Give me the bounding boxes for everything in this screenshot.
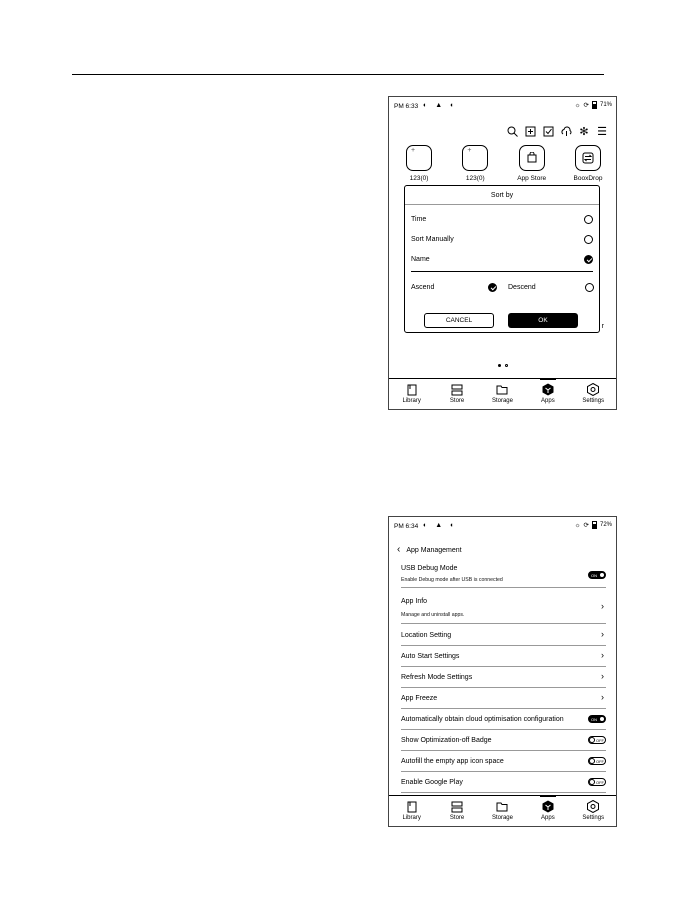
setting-subtitle: Enable Debug mode after USB is connected (401, 577, 503, 583)
nav-storage[interactable] (482, 379, 522, 409)
nav-label: Apps (541, 815, 555, 821)
chevron-right-icon: › (601, 692, 604, 702)
cancel-button[interactable]: CANCEL (424, 313, 494, 328)
bottom-nav (389, 795, 616, 826)
sort-option-manual[interactable] (411, 233, 593, 245)
option-label: Ascend (411, 283, 435, 291)
storage-icon (496, 800, 509, 813)
brightness-icon: ☼ (574, 101, 581, 109)
dialog-title: Sort by (490, 192, 514, 199)
warning-icon: ▲ (435, 522, 443, 529)
battery-level: 72% (599, 522, 612, 528)
setting-cloud-optimisation[interactable] (401, 709, 606, 730)
setting-autofill-icon-space[interactable] (401, 751, 606, 772)
bottom-nav (389, 378, 616, 409)
nav-settings[interactable] (573, 379, 613, 409)
nav-apps[interactable] (528, 379, 568, 409)
setting-title: App Info (401, 598, 428, 605)
radio-button[interactable] (584, 215, 593, 224)
app-item[interactable] (397, 145, 441, 182)
empty-folder-icon: + (406, 145, 432, 171)
battery-icon (592, 101, 597, 109)
option-label: Descend (508, 283, 536, 291)
settings-icon (587, 800, 600, 813)
warning-icon: ▲ (435, 102, 443, 109)
search-icon[interactable] (506, 125, 518, 137)
app-item[interactable] (453, 145, 497, 182)
toggle-switch[interactable]: ON (588, 715, 606, 723)
setting-subtitle: Manage and uninstall apps. (401, 612, 465, 618)
radio-button-checked[interactable] (584, 255, 593, 264)
nav-settings[interactable] (573, 796, 613, 826)
library-icon (405, 383, 418, 396)
nav-library[interactable] (392, 796, 432, 826)
setting-refresh-mode[interactable] (401, 667, 606, 688)
notification-icon: ◐ (423, 102, 428, 109)
screenshot-app-management (388, 516, 617, 827)
nav-label: Library (402, 398, 421, 404)
toggle-switch[interactable]: ON (588, 571, 606, 579)
sort-option-time[interactable] (411, 213, 593, 225)
setting-optimization-badge[interactable] (401, 730, 606, 751)
booxdrop-icon (575, 145, 601, 171)
nav-label: Store (449, 398, 465, 404)
storage-icon (496, 383, 509, 396)
brightness-icon: ☼ (574, 521, 581, 529)
sync-icon: ⟳ (583, 102, 589, 109)
radio-button[interactable] (584, 235, 593, 244)
divider (405, 204, 599, 205)
add-folder-icon[interactable] (524, 125, 536, 137)
notification-icon: ◐ (450, 522, 455, 529)
list-icon[interactable]: ☰ (597, 125, 607, 138)
page-header (397, 545, 462, 555)
toggle-switch[interactable]: OFF (588, 736, 606, 744)
snowflake-icon[interactable]: ✻ (579, 125, 589, 138)
app-item[interactable] (566, 145, 610, 182)
nav-label: Storage (491, 398, 513, 404)
nav-label: Apps (541, 398, 555, 404)
battery-level: 71% (599, 102, 612, 108)
notification-icon: ◐ (423, 522, 428, 529)
apps-grid (397, 145, 610, 182)
empty-folder-icon: + (462, 145, 488, 171)
app-store-icon (519, 145, 545, 171)
ok-button[interactable]: OK (508, 313, 578, 328)
radio-button-checked[interactable] (488, 283, 497, 292)
status-time: PM 6:34 (394, 523, 419, 530)
cloud-icon[interactable] (560, 125, 572, 137)
page-title: App Management (406, 546, 462, 554)
library-icon (405, 800, 418, 813)
setting-title: USB Debug Mode (401, 565, 458, 572)
setting-location[interactable] (401, 625, 606, 646)
app-label: BooxDrop (573, 175, 603, 182)
option-label: Time (411, 215, 427, 223)
setting-title: Auto Start Settings (401, 653, 460, 660)
order-option-ascend[interactable] (411, 281, 497, 293)
store-icon (451, 383, 464, 396)
setting-app-freeze[interactable] (401, 688, 606, 709)
option-label: Sort Manually (411, 235, 454, 243)
sort-dialog (404, 185, 600, 333)
header-rule (72, 74, 604, 75)
setting-auto-start[interactable] (401, 646, 606, 667)
nav-storage[interactable] (482, 796, 522, 826)
chevron-right-icon: › (601, 650, 604, 660)
setting-title: App Freeze (401, 695, 438, 702)
setting-google-play[interactable] (401, 772, 606, 793)
setting-title: Automatically obtain cloud optimisation configuration (401, 716, 564, 723)
toggle-switch[interactable]: OFF (588, 778, 606, 786)
app-item[interactable] (510, 145, 554, 182)
notification-icon: ◐ (450, 102, 455, 109)
status-bar (389, 97, 616, 115)
nav-store[interactable] (437, 379, 477, 409)
chevron-right-icon: › (601, 629, 604, 639)
clipped-text: r (601, 323, 604, 330)
page-dot-active[interactable] (498, 364, 501, 367)
setting-title: Show Optimization-off Badge (401, 737, 492, 744)
sort-option-name[interactable] (411, 253, 593, 265)
settings-icon (587, 383, 600, 396)
nav-label: Store (449, 815, 465, 821)
nav-label: Storage (491, 815, 513, 821)
app-label: 123(0) (409, 175, 429, 182)
option-label: Name (411, 255, 430, 263)
setting-usb-debug[interactable] (401, 562, 606, 588)
nav-label: Settings (582, 815, 605, 821)
nav-store[interactable] (437, 796, 477, 826)
chevron-right-icon: › (601, 601, 604, 611)
status-time: PM 6:33 (394, 103, 419, 110)
store-icon (451, 800, 464, 813)
page-dot[interactable] (505, 364, 508, 367)
app-label: App Store (517, 175, 547, 182)
status-bar (389, 517, 616, 535)
setting-title: Enable Google Play (401, 779, 463, 786)
nav-library[interactable] (392, 379, 432, 409)
setting-app-info[interactable] (401, 592, 606, 624)
apps-icon (541, 383, 554, 396)
checkbox-icon[interactable] (542, 125, 554, 137)
setting-title: Location Setting (401, 632, 452, 639)
order-option-descend[interactable] (508, 281, 594, 293)
sync-icon: ⟳ (583, 522, 589, 529)
screenshot-sort-dialog (388, 96, 617, 410)
radio-button[interactable] (585, 283, 594, 292)
setting-title: Autofill the empty app icon space (401, 758, 504, 765)
setting-title: Refresh Mode Settings (401, 674, 473, 681)
battery-icon (592, 521, 597, 529)
nav-label: Library (402, 815, 421, 821)
page-indicator (389, 364, 616, 367)
nav-apps[interactable] (528, 796, 568, 826)
nav-label: Settings (582, 398, 605, 404)
app-label: 123(0) (465, 175, 485, 182)
chevron-right-icon: › (601, 671, 604, 681)
divider (411, 271, 593, 272)
apps-icon (541, 800, 554, 813)
toggle-switch[interactable]: OFF (588, 757, 606, 765)
back-arrow-icon[interactable]: ‹ (397, 544, 401, 555)
apps-toolbar (506, 125, 608, 137)
